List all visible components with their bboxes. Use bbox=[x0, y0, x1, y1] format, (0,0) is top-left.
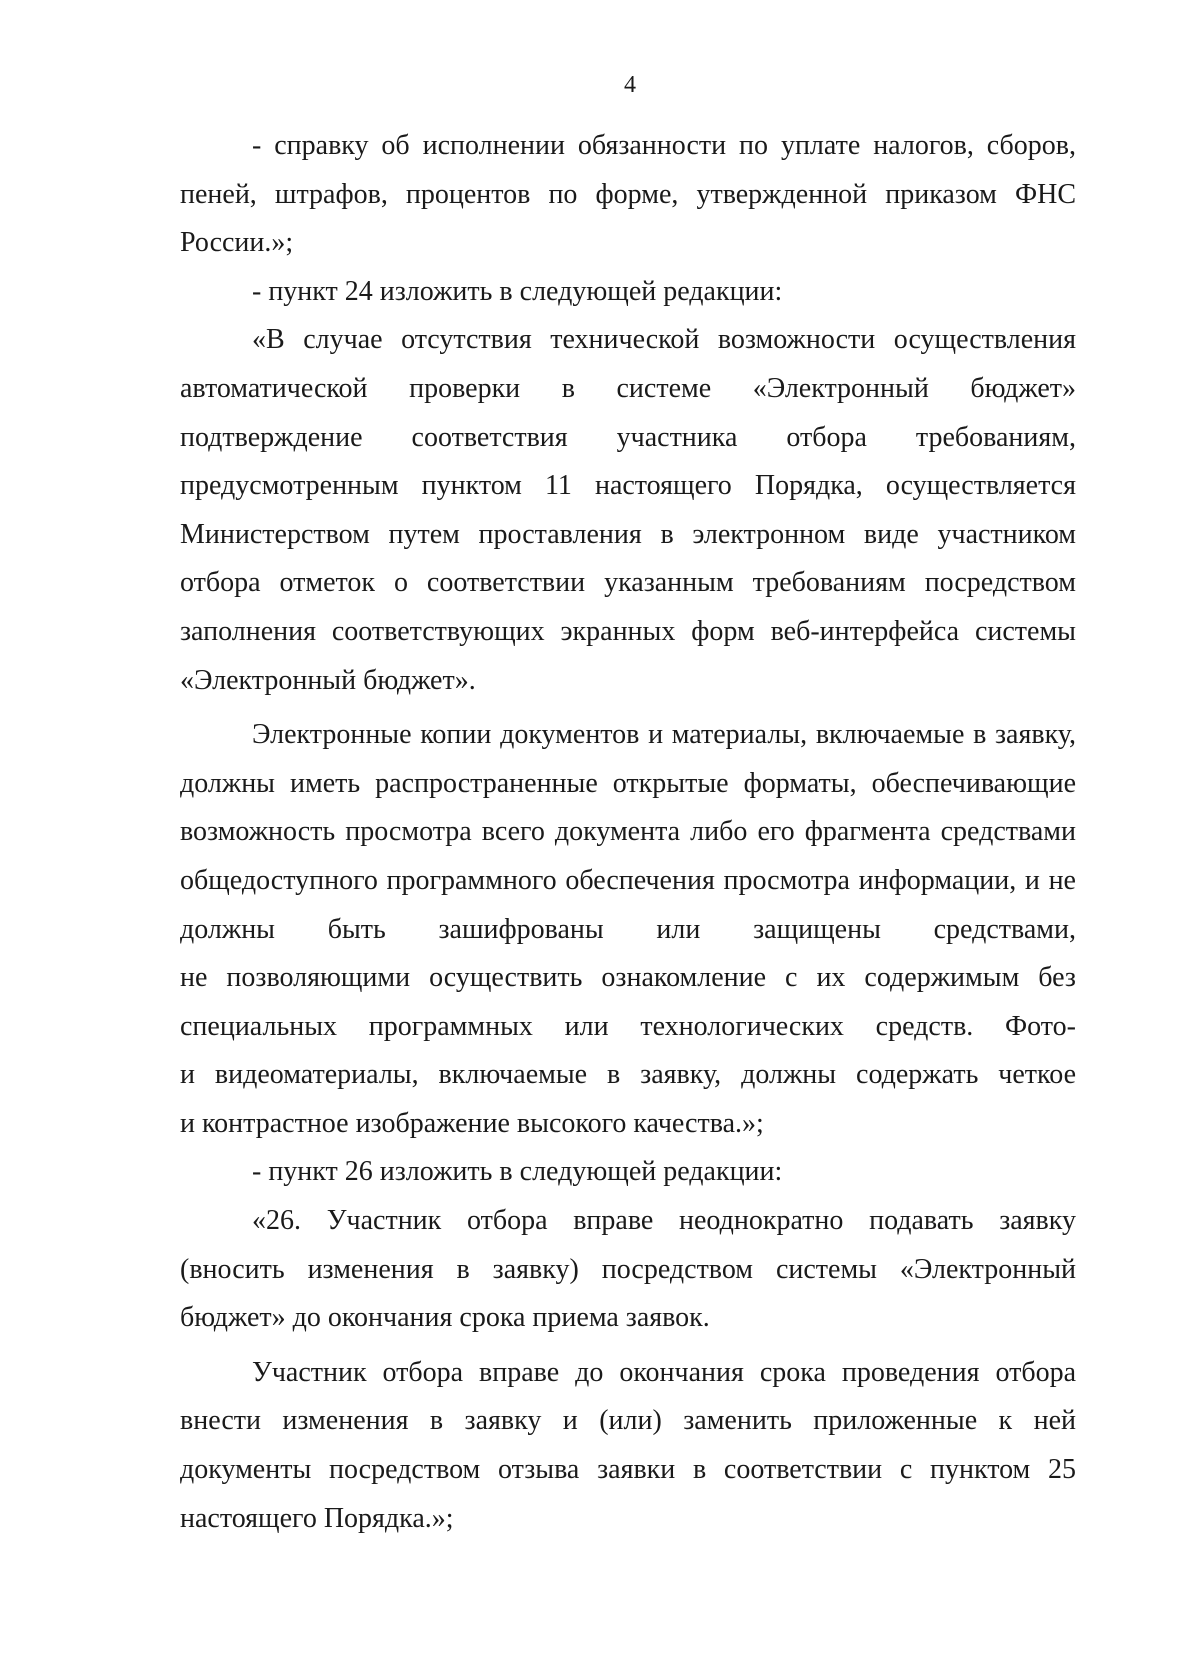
paragraph-item-26-heading bbox=[180, 1148, 1076, 1197]
text-line: документы посредством отзыва заявки в соответствии с пунктом 25 bbox=[180, 1454, 1076, 1486]
text-line: Участник отбора вправе до окончания срока проведения отбора bbox=[252, 1356, 1076, 1388]
paragraph-item-24-heading bbox=[180, 268, 1076, 317]
text-line: не позволяющими осуществить ознакомление с их содержимым без bbox=[180, 962, 1076, 994]
text-line: предусмотренным пунктом 11 настоящего Порядка, осуществляется bbox=[180, 470, 1076, 502]
text-line: «Электронный бюджет». bbox=[180, 664, 476, 696]
text-line: специальных программных или технологических средств. Фото- bbox=[180, 1010, 1076, 1042]
text-line: России.»; bbox=[180, 227, 294, 259]
text-line: (вносить изменения в заявку) посредством системы «Электронный bbox=[180, 1253, 1076, 1285]
text-line: должны иметь распространенные открытые форматы, обеспечивающие bbox=[180, 767, 1076, 799]
text-line: настоящего Порядка.»; bbox=[180, 1502, 454, 1534]
text-line: Министерством путем проставления в электронном виде участником bbox=[180, 518, 1076, 550]
text-line: заполнения соответствующих экранных форм веб-интерфейса системы bbox=[180, 615, 1076, 647]
text-line: и видеоматериалы, включаемые в заявку, должны содержать четкое bbox=[180, 1059, 1076, 1091]
text-line: - пункт 26 изложить в следующей редакции: bbox=[252, 1156, 783, 1188]
text-line: должны быть зашифрованы или защищены средствами, bbox=[180, 913, 1076, 945]
paragraph-electronic-copies bbox=[180, 711, 1076, 1148]
text-line: «В случае отсутствия технической возможности осуществления bbox=[252, 324, 1076, 356]
page-number: 4 bbox=[624, 72, 636, 98]
text-line: автоматической проверки в системе «Электронный бюджет» bbox=[180, 372, 1076, 404]
text-line: внести изменения в заявку и (или) заменить приложенные к ней bbox=[180, 1405, 1076, 1437]
text-line: подтверждение соответствия участника отбора требованиям, bbox=[180, 421, 1076, 453]
text-line: возможность просмотра всего документа либо его фрагмента средствами bbox=[180, 816, 1076, 848]
paragraph-application-changes bbox=[180, 1349, 1076, 1543]
text-line: Электронные копии документов и материалы, включаемые в заявку, bbox=[252, 719, 1076, 751]
text-line: и контрастное изображение высокого качества.»; bbox=[180, 1107, 764, 1139]
text-line: отбора отметок о соответствии указанным требованиям посредством bbox=[180, 567, 1076, 599]
text-line: пеней, штрафов, процентов по форме, утвержденной приказом ФНС bbox=[180, 178, 1076, 210]
text-line: - пункт 24 изложить в следующей редакции: bbox=[252, 275, 783, 307]
paragraph-tax-certificate bbox=[180, 122, 1076, 268]
text-line: бюджет» до окончания срока приема заявок. bbox=[180, 1302, 710, 1334]
paragraph-item-26-text bbox=[180, 1197, 1076, 1343]
document-body bbox=[180, 122, 1076, 1543]
paragraph-item-24-text bbox=[180, 316, 1076, 705]
text-line: - справку об исполнении обязанности по уплате налогов, сборов, bbox=[252, 130, 1076, 161]
text-line: общедоступного программного обеспечения просмотра информации, и не bbox=[180, 864, 1076, 896]
text-line: «26. Участник отбора вправе неоднократно подавать заявку bbox=[252, 1205, 1076, 1237]
